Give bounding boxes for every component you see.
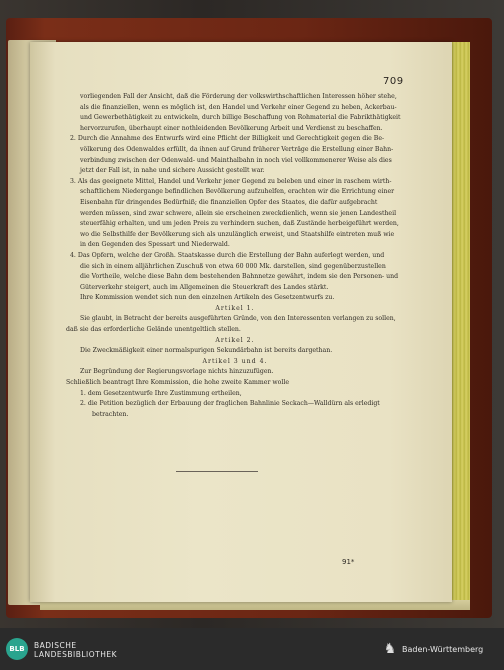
text-line: schaftlichem Niedergange befindlichen Bevölkerung aufzuhelfen, erachten wir die Errichtung einer [80,188,395,196]
sheet-signature: 91* [342,558,355,566]
text-line: die sich in einem alljährlichen Zuschuß von etwa 60 000 Mk. darstellen, sind gegenüberzustellen [80,262,386,270]
text-line: jetzt der Fall ist, in nahe und sichere Aussicht gestellt war. [80,167,265,175]
text-line: verbindung zwischen der Odenwald- und Mainthalbahn in noch viel vollkommenerer Weise als dies [80,156,392,164]
text-line: in den Gegenden des Spessart und Niederwald. [80,241,230,249]
text-line: werden müssen, sind zwar schwere, allein sie erscheinen zweckdienlich, wenn sie jenen Landestheil [80,209,397,217]
page-edges-right [452,42,470,610]
blb-name-line2: LANDESBIBLIOTHEK [34,650,118,659]
text-line: Eisenbahn für dringendes Bedürfniß; die finanziellen Opfer des Staates, die dafür aufgebracht [80,198,378,206]
article-3-4-heading: Artikel 3 und 4. [202,357,268,365]
motion-item: betrachten. [92,410,129,418]
text-line: wo die Selbsthilfe der Bevölkerung sich als unzulänglich erweist, und Staatshilfe eintreten muß wie [80,230,395,238]
text-line: Die Zweckmäßigkeit einer normalspurigen Sekundärbahn ist bereits dargethan. [80,347,333,355]
text-line: Sie glaubt, in Betracht der bereits ausgeführten Gründe, von den Interessenten verlangen zu sollen, [80,315,396,323]
text-line: die Vortheile, welche diese Bahn dem bestehenden Bahnnetze gewährt, indem sie den Personen- und [80,273,399,281]
text-line: Schließlich beantragt Ihre Kommission, die hohe zweite Kammer wolle [66,379,290,387]
text-line: steuerfähig erhalten, und um jeden Preis zu verhindern suchen, daß Zustände herbeigeführt werden, [80,220,399,228]
text-line: vorliegenden Fall der Ansicht, daß die Förderung der volkswirthschaftlichen Interessen höher stehe, [80,93,397,100]
text-line: daß sie das erforderliche Gelände unentgeltlich stellen. [66,326,241,334]
blb-name[interactable] [34,641,117,659]
text-line: Güterverkehr steigert, auch im Allgemeinen die Steuerkraft des Landes stärkt. [80,283,329,291]
motion-item: 2. die Petition bezüglich der Erbauung der fraglichen Bahnlinie Seckach—Walldürn als erledigt [80,400,380,408]
text-line: 4. Das Opfern, welche der Großh. Staatskasse durch die Erstellung der Bahn auferlegt werden, und [70,251,385,259]
closing-rule [176,471,258,472]
page-text [66,92,404,420]
bw-name[interactable]: Baden-Württemberg [402,645,484,654]
text-line: 2. Durch die Annahme des Entwurfs wird eine Pflicht der Billigkeit und Gerechtigkeit gegen die Be- [70,135,385,143]
text-line: Zur Begründung der Regierungsvorlage nichts hinzuzufügen. [80,368,274,376]
bw-lion-icon: ♞ [383,641,397,657]
text-line: hervorzurufen, überhaupt einer nothleidenden Bevölkerung Arbeit und Verdienst zu beschaffen. [80,124,383,132]
text-line: als die finanziellen, wenn es möglich ist, den Handel und Verkehr einer Gegend zu heben, Ackerbau- [80,103,397,111]
article-1-heading: Artikel 1. [215,304,255,312]
text-line: Ihre Kommission wendet sich nun den einzelnen Artikeln des Gesetzentwurfs zu. [80,294,335,302]
article-2-heading: Artikel 2. [215,336,255,344]
blb-logo[interactable]: BLB [6,638,28,660]
page-number: 709 [383,76,404,87]
text-line: und Gewerbethätigkeit zu entwickeln, durch billige Beschaffung von Rohmaterial die Fabrikthätigkeit [80,114,401,122]
text-line: völkerung des Odenwaldes erfüllt, da ihnen auf Grund früherer Verträge die Erstellung einer Bahn- [80,145,394,153]
text-line: 3. Als das geeignete Mittel, Handel und Verkehr jener Gegend zu beleben und einer in raschem wirth- [70,177,392,185]
motion-item: 1. dem Gesetzentwurfe Ihre Zustimmung ertheilen, [80,389,242,397]
blb-name-line1: BADISCHE [34,641,77,650]
